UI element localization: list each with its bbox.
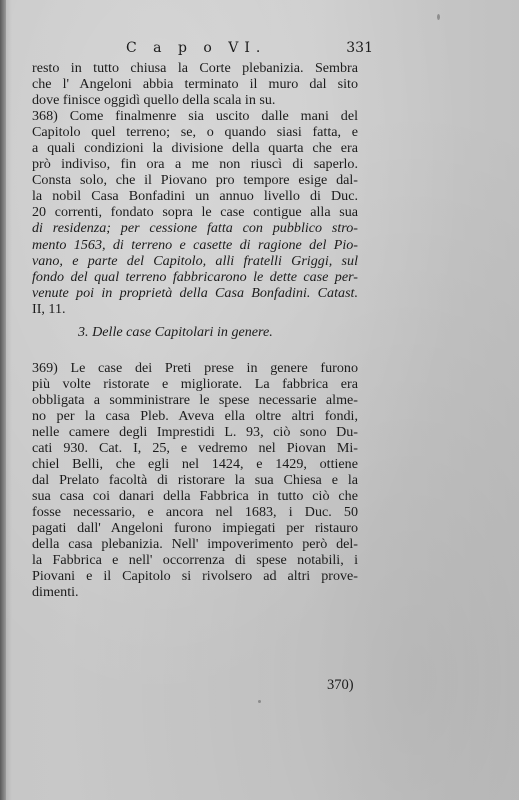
text-line: resto in tutto chiusa la Corte plebanizia. Sembra (32, 60, 358, 76)
text-line: 369) Le case dei Preti prese in genere furono (32, 359, 358, 376)
text-line: fosse necessario, e ancora nel 1683, i Duc. 50 (32, 504, 358, 521)
text-line: vano, e parte del Capitolo, alli fratelli Griggi, sul (32, 252, 358, 269)
text-line: Capitolo quel terreno; se, o quando siasi fatta, e (32, 124, 358, 141)
text-line: di residenza; per cessione fatta con pubblico stro- (32, 220, 358, 237)
text-line: la Fabbrica e nell' occorrenza di spese notabili, i (32, 552, 358, 569)
text-line: nelle camere degli Imprestidi L. 93, ciò sono Du- (32, 423, 358, 440)
section-heading: 3. Delle case Capitolari in genere. (78, 323, 273, 340)
page-gutter-shadow (0, 0, 6, 800)
text-line: obbligata a somministrare le spese necessarie alme- (32, 391, 358, 408)
text-line: cati 930. Cat. I, 25, e vedremo nel Piovan Mi- (32, 440, 358, 457)
running-title: C a p o VI. (126, 40, 267, 56)
text-line: 20 correnti, fondato sopra le case contigue alla sua (32, 204, 358, 221)
text-line: mento 1563, di terreno e casette di ragione del Pio- (32, 236, 358, 253)
text-line: Piovani e il Capitolo si rivolsero ad altri prove- (32, 568, 358, 585)
paper-blemish (258, 700, 261, 703)
text-line: dove finisce oggidì quello della scala in su. (32, 92, 276, 109)
text-line: chiel Belli, che egli nel 1424, e 1429, ottiene (32, 456, 358, 473)
text-line: 368) Come finalmenre sia uscito dalle mani del (32, 108, 358, 125)
text-line: prò indiviso, fin ora a me non riuscì di saperlo. (32, 156, 358, 173)
text-line: venute poi in proprietà della Casa Bonfadini. Catast. (32, 284, 358, 301)
text-line: II, 11. (32, 300, 66, 317)
text-line: fondo del qual terreno fabbricarono le dette case per- (32, 268, 358, 285)
text-line: dimenti. (32, 584, 79, 601)
text-line: dal Prelato facoltà di ristorare la sua Chiesa e la (32, 472, 358, 489)
paper-blemish (437, 14, 440, 20)
text-line: la nobil Casa Bonfadini un annuo livello di Duc. (32, 188, 358, 205)
body-text (32, 60, 358, 601)
text-line: no per la casa Pleb. Aveva ella oltre altri fondi, (32, 407, 358, 424)
text-line: a quali condizioni la divisione della quarta che era (32, 140, 358, 157)
text-line: pagati dall' Angeloni furono impiegati per ristauro (32, 520, 358, 537)
text-line: della casa plebanizia. Nell' impoverimento però del- (32, 536, 358, 553)
text-line: Consta solo, che il Piovano pro tempore esige dal- (32, 172, 358, 189)
text-line: sua casa coi danari della Fabbrica in tutto ciò che (32, 488, 358, 505)
page-number: 331 (346, 40, 373, 56)
catchword: 370) (327, 677, 354, 693)
text-line: più volte ristorate e migliorate. La fabbrica era (32, 375, 358, 392)
text-line: che l' Angeloni abbia terminato il muro dal sito (32, 76, 358, 93)
